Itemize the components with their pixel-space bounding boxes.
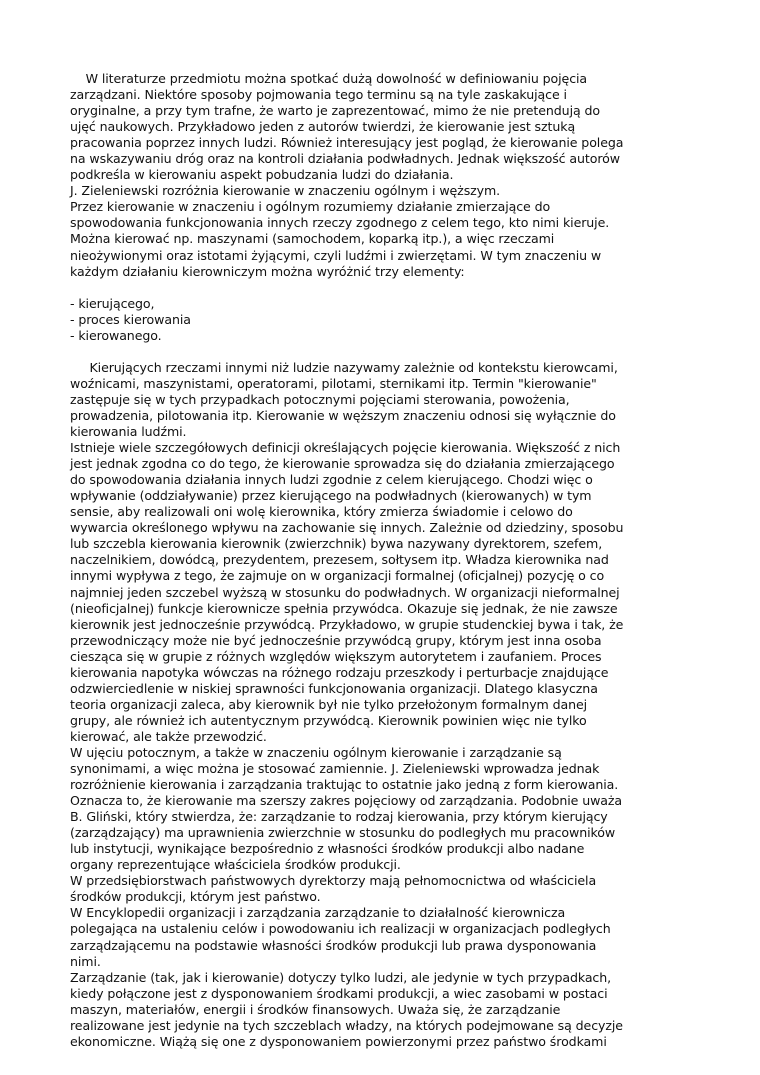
text-line: każdym działaniu kierowniczym można wyróżnić trzy elementy: xyxy=(70,263,465,279)
text-line: zarządzającemu na podstawie własności środków produkcji lub prawa dysponowania xyxy=(70,937,597,953)
text-line: kierować, ale także przewodzić. xyxy=(70,728,267,744)
text-line: teoria organizacji zaleca, aby kierownik był nie tylko przełożonym formalnym danej xyxy=(70,696,588,712)
blank-line xyxy=(70,280,710,296)
text-line: Można kierować np. maszynami (samochodem, koparką itp.), a więc rzeczami xyxy=(70,231,555,247)
text-line: sensie, aby realizowali oni wolę kierownika, który zmierza świadomie i celowo do xyxy=(70,504,573,520)
elements-list xyxy=(70,296,710,344)
paragraph-definitions xyxy=(70,71,710,280)
text-line: kierowania napotyka wówczas na różnego rodzaju przeszkody i perturbacje znajdujące xyxy=(70,664,609,680)
text-line: środków produkcji, którym jest państwo. xyxy=(70,889,321,905)
text-line: przewodniczący może nie być jednocześnie przywódcą grupy, którym jest inna osoba xyxy=(70,632,602,648)
text-line: B. Gliński, który stwierdza, że: zarządzanie to rodzaj kierowania, przy którym kierujący xyxy=(70,809,608,825)
text-line: Kierujących rzeczami innymi niż ludzie nazywamy zależnie od kontekstu kierowcami, xyxy=(70,359,618,375)
text-line: kiedy połączone jest z dysponowaniem środkami produkcji, a wiec zasobami w postaci xyxy=(70,985,608,1001)
text-line: spowodowania funkcjonowania innych rzeczy zgodnego z celem tego, kto nimi kieruje. xyxy=(70,215,610,231)
text-line: woźnicami, maszynistami, operatorami, pilotami, sternikami itp. Termin "kierowanie" xyxy=(70,375,597,391)
text-line: Zarządzanie (tak, jak i kierowanie) dotyczy tylko ludzi, ale jedynie w tych przypadkach, xyxy=(70,969,612,985)
list-item: - kierowanego. xyxy=(70,327,162,343)
text-line: lub instytucji, wynikające bezpośrednio z własności środków produkcji albo nadane xyxy=(70,841,585,857)
text-line: do spowodowania działania innych ludzi zgodnie z celem kierującego. Chodzi więc o xyxy=(70,472,593,488)
text-line: ciesząca się w grupie z różnych względów większym autorytetem i zaufaniem. Proces xyxy=(70,648,602,664)
paragraph-management xyxy=(70,360,710,1050)
text-line: zastępuje się w tych przypadkach potocznymi pojęciami sterowania, powożenia, xyxy=(70,391,570,407)
text-line: maszyn, materiałów, energii i środków finansowych. Uważa się, że zarządzanie xyxy=(70,1001,561,1017)
text-line: Przez kierowanie w znaczeniu i ogólnym rozumiemy działanie zmierzające do xyxy=(70,199,551,215)
text-line: naczelnikiem, dowódcą, prezydentem, prezesem, sołtysem itp. Władza kierownika nad xyxy=(70,552,609,568)
text-line: wywarcia określonego wpływu na zachowanie się innych. Zależnie od dziedziny, sposobu xyxy=(70,520,624,536)
text-line: wpływanie (oddziaływanie) przez kierującego na podwładnych (kierowanych) w tym xyxy=(70,488,592,504)
text-line: W literaturze przedmiotu można spotkać dużą dowolność w definiowaniu pojęcia xyxy=(70,71,588,86)
text-line: prowadzenia, pilotowania itp. Kierowanie w węższym znaczeniu odnosi się wyłącznie do xyxy=(70,407,616,423)
text-line: lub szczebla kierowania kierownik (zwierzchnik) bywa nazywany dyrektorem, szefem, xyxy=(70,536,603,552)
text-line: zarządzani. Niektóre sposoby pojmowania tego terminu są na tyle zaskakujące i xyxy=(70,87,567,103)
text-line: (zarządzający) ma uprawnienia zwierzchnie w stosunku do podległych mu pracowników xyxy=(70,825,616,841)
text-line: nieożywionymi oraz istotami żyjącymi, czyli ludźmi i zwierzętami. W tym znaczeniu w xyxy=(70,247,602,263)
text-line: jest jednak zgodna co do tego, że kierowanie sprowadza się do działania zmierzającego xyxy=(70,456,615,472)
list-item: - kierującego, xyxy=(70,295,155,311)
text-line: rozróżnienie kierowania i zarządzania traktując to ostatnie jako jedną z form kierowania. xyxy=(70,777,619,793)
text-line: synonimami, a więc można je stosować zamiennie. J. Zieleniewski wprowadza jednak xyxy=(70,761,600,777)
text-line: najmniej jeden szczebel wyższą w stosunku do podwładnych. W organizacji nieformalnej xyxy=(70,584,620,600)
text-line: grupy, ale również ich autentycznym przywódcą. Kierownik powinien więc nie tylko xyxy=(70,712,587,728)
text-line: na wskazywaniu dróg oraz na kontroli działania podwładnych. Jednak większość autorów xyxy=(70,151,620,167)
text-line: Oznacza to, że kierowanie ma szerszy zakres pojęciowy od zarządzania. Podobnie uważa xyxy=(70,793,623,809)
text-line: kierownik jest jednocześnie przywódcą. Przykładowo, w grupie studenckiej bywa i tak, że xyxy=(70,616,624,632)
text-line: nimi. xyxy=(70,953,101,969)
text-line: W ujęciu potocznym, a także w znaczeniu ogólnym kierowanie i zarządzanie są xyxy=(70,744,562,760)
text-line: organy reprezentujące właściciela środków produkcji. xyxy=(70,857,401,873)
text-line: kierowania ludźmi. xyxy=(70,424,187,440)
text-line: odzwierciedlenie w niskiej sprawności funkcjonowania organizacji. Dlatego klasyczna xyxy=(70,680,598,696)
text-line: oryginalne, a przy tym trafne, że warto je zaprezentować, mimo że nie pretendują do xyxy=(70,103,600,119)
text-line: W Encyklopedii organizacji i zarządzania zarządzanie to działalność kierownicza xyxy=(70,905,566,921)
text-line: ujęć naukowych. Przykładowo jeden z autorów twierdzi, że kierowanie jest sztuką xyxy=(70,119,576,135)
blank-line xyxy=(70,344,710,360)
text-line: innymi wypływa z tego, że zajmuje on w organizacji formalnej (oficjalnej) pozycję o co xyxy=(70,568,605,584)
text-line: Istnieje wiele szczegółowych definicji określających pojęcie kierowania. Większość z nich xyxy=(70,440,621,456)
text-line: realizowane jest jedynie na tych szczeblach władzy, na których podejmowane są decyzje xyxy=(70,1017,623,1033)
text-line: polegająca na ustaleniu celów i powodowaniu ich realizacji w organizacjach podległych xyxy=(70,921,611,937)
list-item: - proces kierowania xyxy=(70,311,191,327)
text-line: pracowania poprzez innych ludzi. Również interesujący jest pogląd, że kierowanie polega xyxy=(70,135,624,151)
text-line: W przedsiębiorstwach państwowych dyrektorzy mają pełnomocnictwa od właściciela xyxy=(70,873,597,889)
text-line: podkreśla w kierowaniu aspekt pobudzania ludzi do działania. xyxy=(70,167,454,183)
document-body xyxy=(70,71,710,1050)
text-line: ekonomiczne. Wiążą się one z dysponowaniem powierzonymi przez państwo środkami xyxy=(70,1033,607,1049)
text-line: J. Zieleniewski rozróżnia kierowanie w znaczeniu ogólnym i węższym. xyxy=(70,183,501,199)
text-line: (nieoficjalnej) funkcje kierownicze spełnia przywódca. Okazuje się jednak, że nie zawsze xyxy=(70,600,618,616)
